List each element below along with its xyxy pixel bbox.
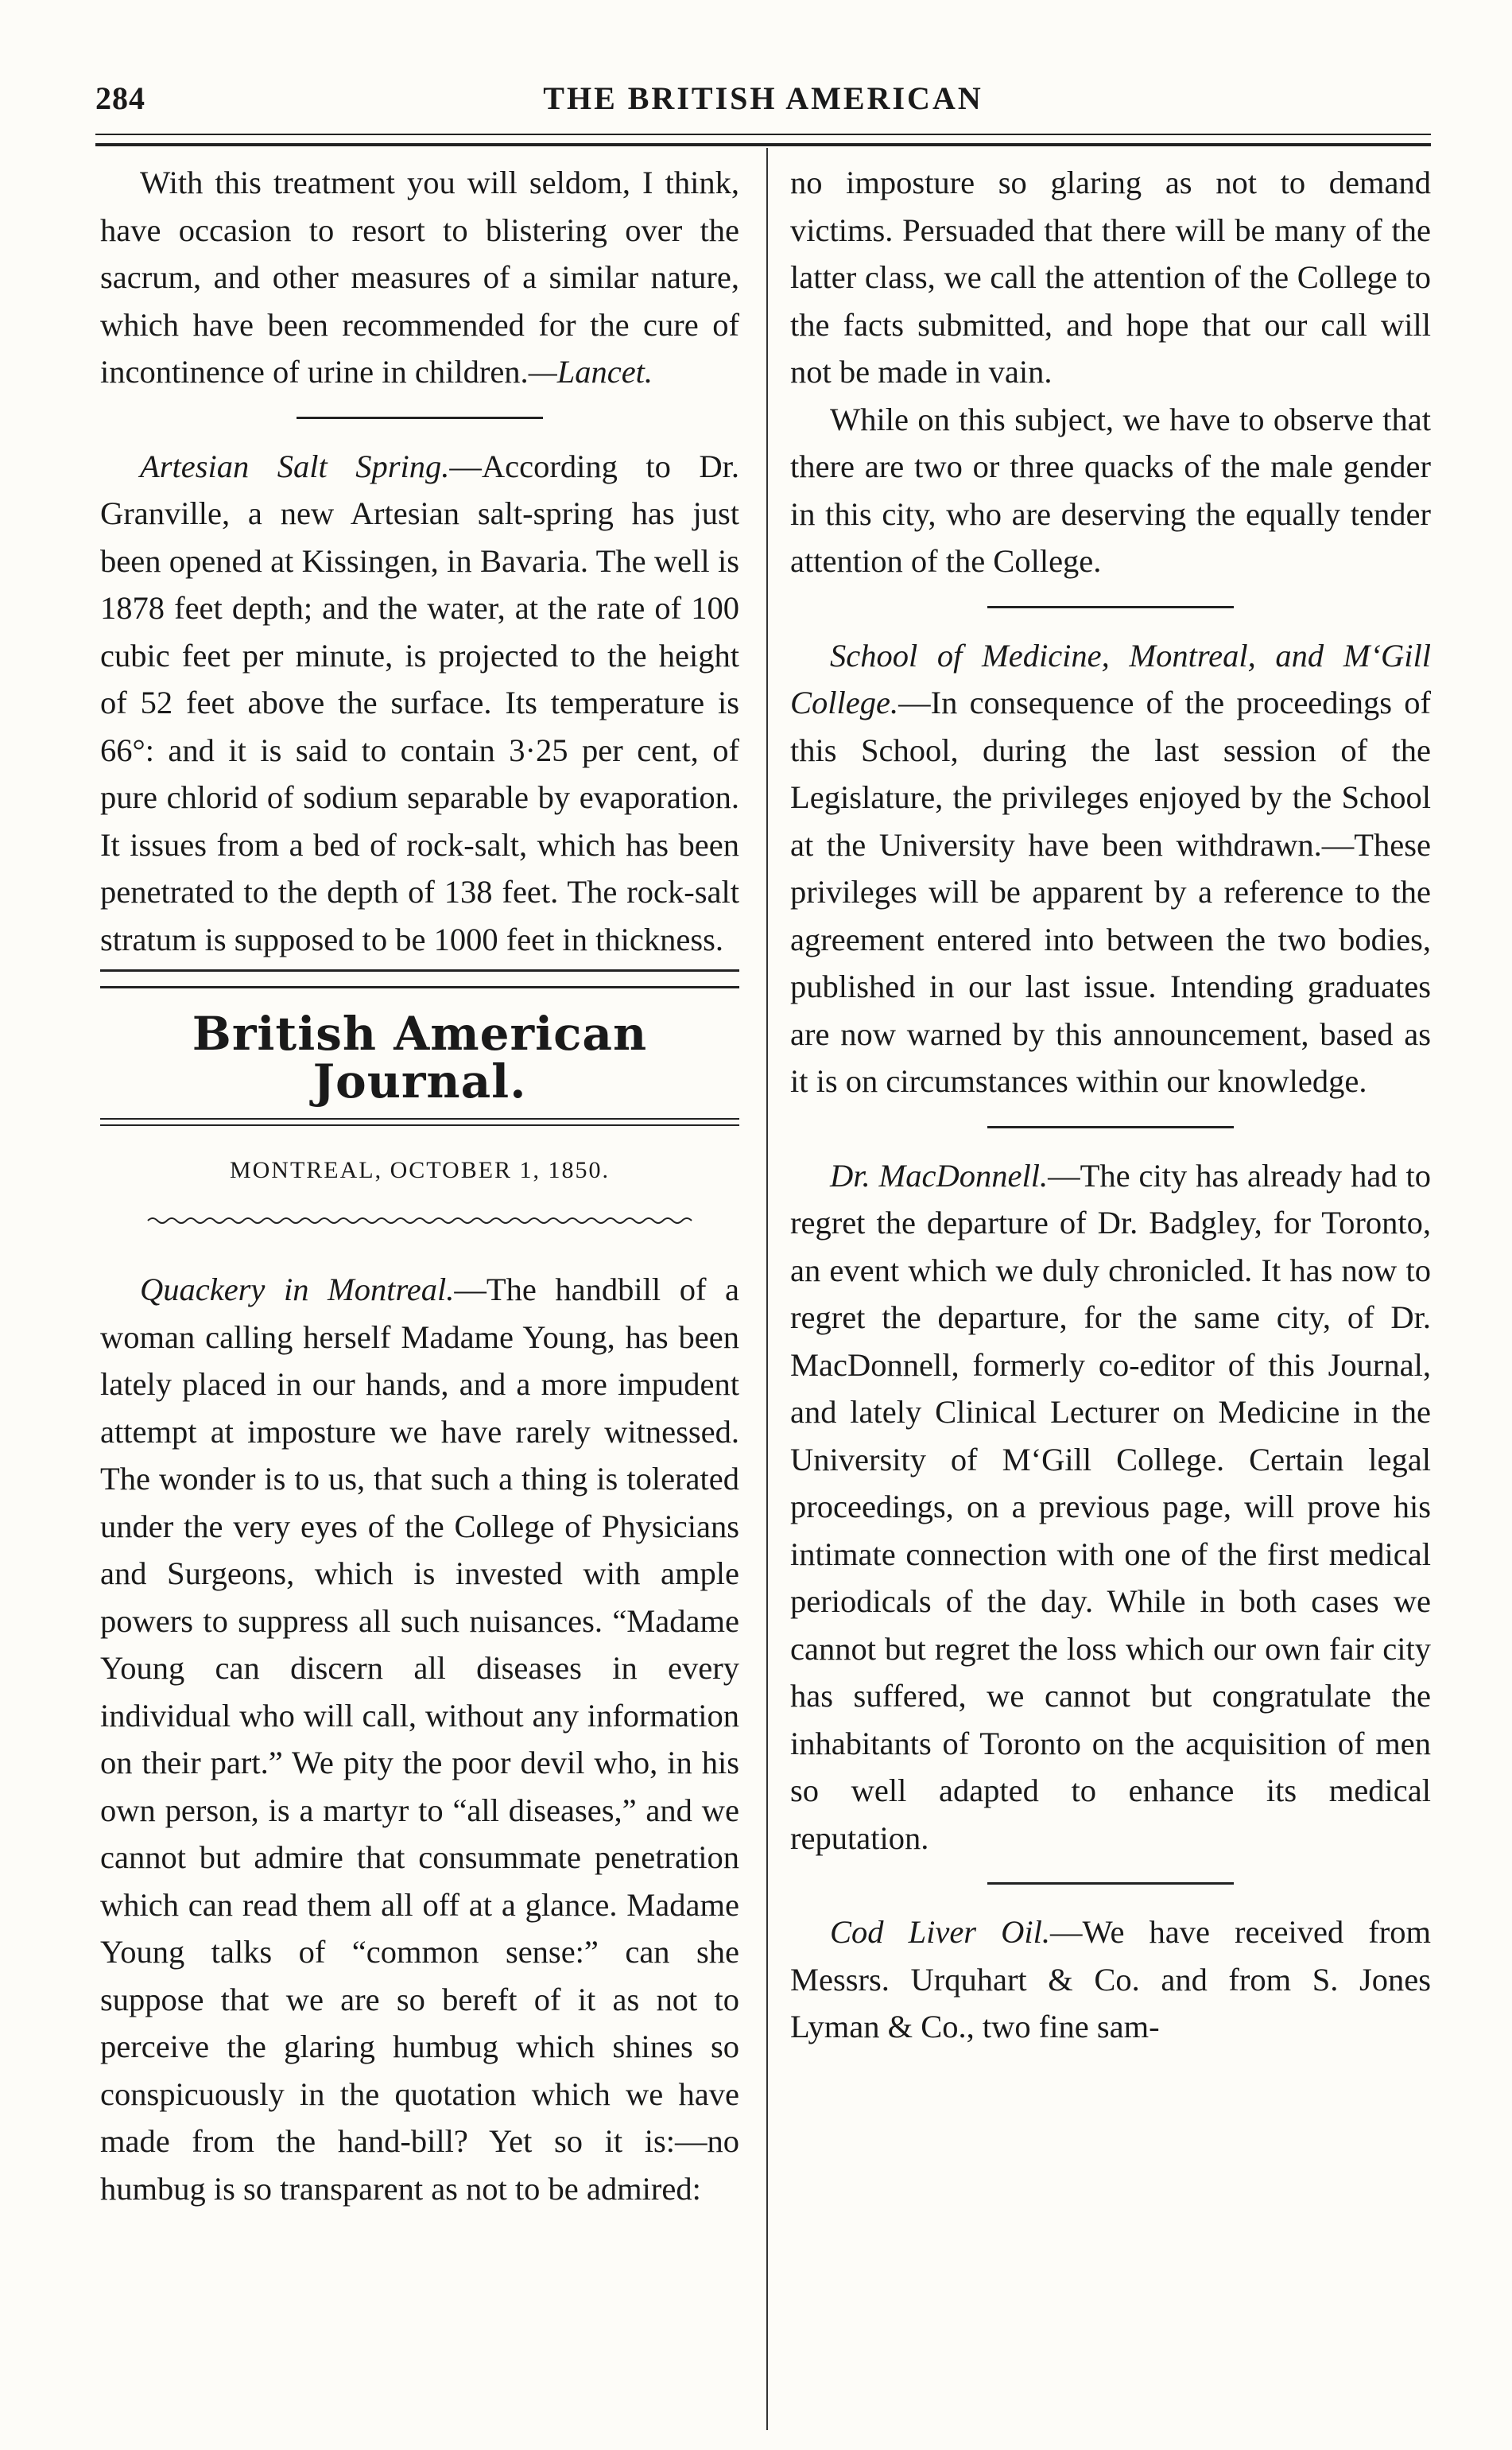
paragraph-lancet: With this treatment you will seldom, I think, have occasion to resort to blistering over the sacrum, and other measures of a similar nature, which have been recommended for the cure of incontinence of urine in children.—Lancet.: [100, 165, 739, 390]
paragraph-heading: Cod Liver Oil.: [830, 1914, 1051, 1950]
paragraph-heading: Dr. MacDonnell.: [830, 1157, 1049, 1194]
paragraph-continued: no imposture so glaring as not to demand victims. Persuaded that there will be many of the latter class, we call the attention of the College to the facts submitted, and hope that our call will not be made in vain.: [790, 165, 1431, 390]
source-citation: —Lancet.: [528, 354, 653, 390]
right-column: [790, 159, 1431, 2051]
left-column: [100, 159, 739, 2212]
separator-rule: [987, 1126, 1234, 1128]
dateline: MONTREAL, OCTOBER 1, 1850.: [229, 1157, 611, 1183]
journal-title-rule: [100, 1118, 739, 1126]
journal-title: British American Journal.: [192, 1007, 648, 1109]
column-divider: [766, 148, 768, 2430]
paragraph-school-medicine: School of Medicine, Montreal, and M‘Gill College.—In consequence of the proceedings of this School, during the last session of the Legislature, the privileges enjoyed by the School at the University have been withdrawn.—These privileges will be apparent by a reference to the agreement entered into between the two bodies, published in our last issue. Intending graduates are now warned by this announcement, based as it is on circumstances within our knowledge.: [790, 637, 1431, 1099]
page-number: 284: [95, 80, 145, 116]
paragraph-heading: School of Medicine, Montreal, and M‘Gill College.: [790, 637, 1431, 720]
section-rule: [100, 969, 739, 988]
paragraph-heading: Artesian Salt Spring.: [140, 448, 450, 484]
paragraph-quacks-male: While on this subject, we have to observe that there are two or three quacks of the male gender in this city, who are deserving the equally tender attention of the College.: [790, 401, 1431, 579]
running-header: [95, 70, 1431, 126]
wavy-rule: [100, 1215, 739, 1226]
paragraph-macdonnell: Dr. MacDonnell.—The city has already had to regret the departure of Dr. Badgley, for Toronto, an event which we duly chronicled. It has now to regret the departure, for the same city, of Dr. MacDonnell, formerly co-editor of this Journal, and lately Clinical Lecturer on Medicine in the University of M‘Gill College. Certain legal proceedings, on a previous page, will prove his intimate connection with one of the first medical periodicals of the day. While in both cases we cannot but regret the loss which our own fair city has suffered, we cannot but congratulate the inhabitants of Toronto on the acquisition of men so well adapted to enhance its medical reputation.: [790, 1157, 1431, 1856]
paragraph-cod-liver-oil: Cod Liver Oil.—We have received from Messrs. Urquhart & Co. and from S. Jones Lyman & Co., two fine sam-: [790, 1914, 1431, 2044]
header-rule: [95, 134, 1431, 146]
separator-rule: [297, 417, 543, 419]
paragraph-quackery: Quackery in Montreal.—The handbill of a woman calling herself Madame Young, has been lately placed in our hands, and a more impudent attempt at imposture we have rarely witnessed. The wonder is to us, that such a thing is tolerated under the very eyes of the College of Physicians and Surgeons, which is invested with ample powers to suppress all such nuisances. “Madame Young can discern all diseases in every individual who will call, without any information on their part.” We pity the poor devil who, in his own person, is a martyr to “all diseases,” and we cannot but admire that consummate penetration which can read them all off at a glance. Madame Young talks of “common sense:” can she suppose that we are so bereft of it as not to perceive the glaring humbug which shines so conspicuously in the quotation which we have made from the hand-bill? Yet so it is:—no humbug is so transparent as not to be admired:: [100, 1272, 739, 2207]
paragraph-heading: Quackery in Montreal.: [140, 1272, 455, 1307]
separator-rule: [987, 1882, 1234, 1885]
separator-rule: [987, 606, 1234, 608]
running-title: THE BRITISH AMERICAN: [543, 80, 983, 116]
paragraph-artesian: Artesian Salt Spring.—According to Dr. Granville, a new Artesian salt-spring has just been opened at Kissingen, in Bavaria. The well is 1878 feet depth; and the water, at the rate of 100 cubic feet per minute, is projected to the height of 52 feet above the surface. Its temperature is 66°: and it is said to contain 3·25 per cent, of pure chlorid of sodium separable by evaporation. It issues from a bed of rock-salt, which has been penetrated to the depth of 138 feet. The rock-salt stratum is supposed to be 1000 feet in thickness.: [100, 448, 739, 957]
